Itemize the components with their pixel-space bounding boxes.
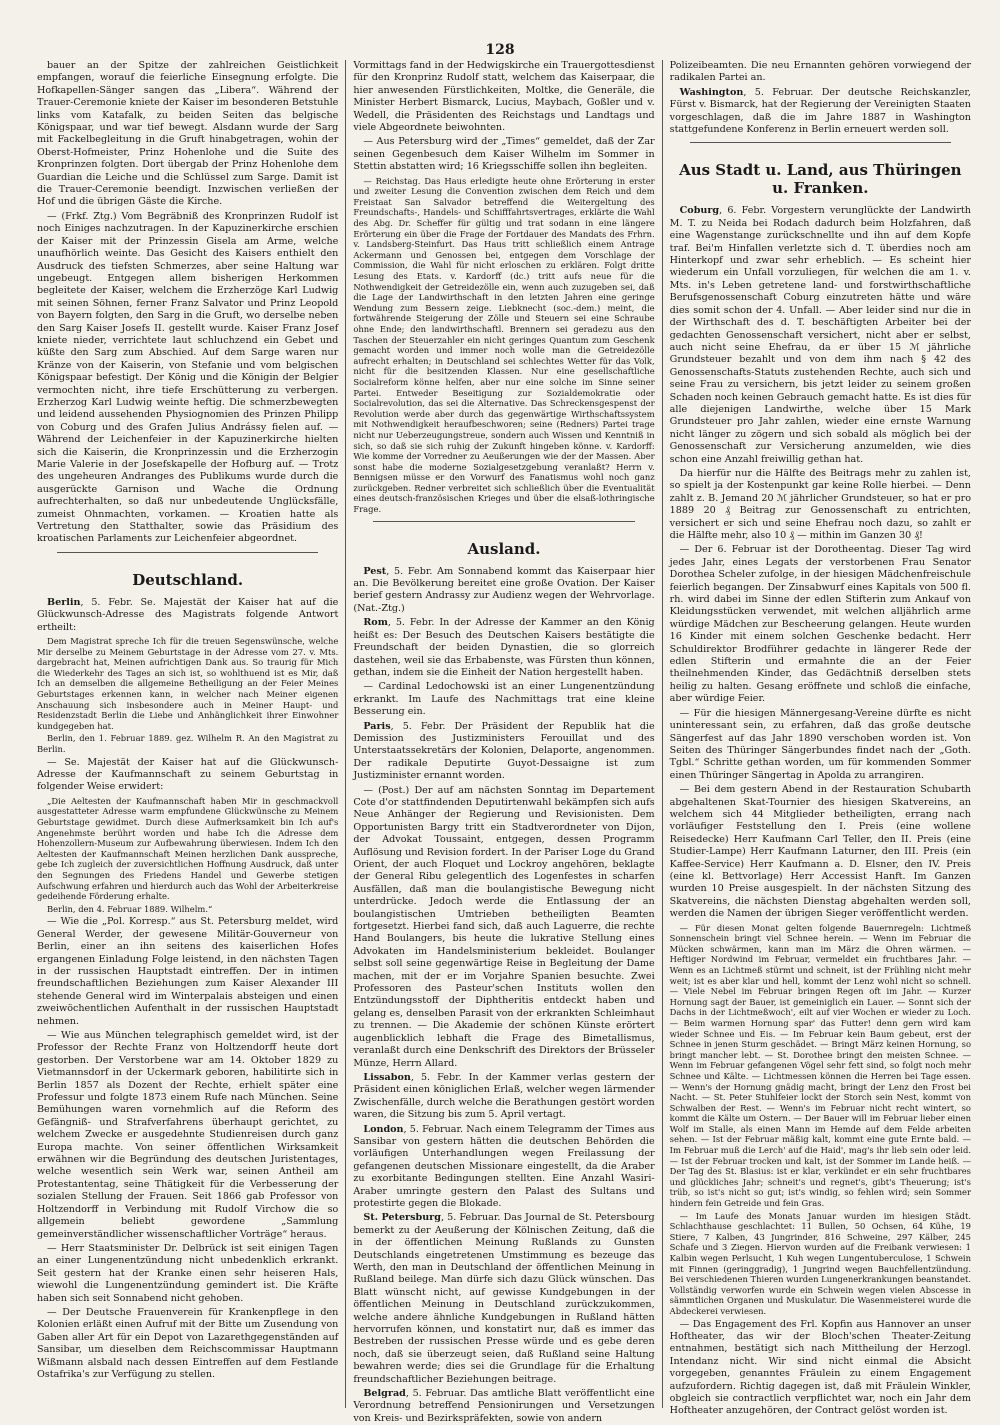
article-paragraph [670,60,971,85]
paragraph-text: , 5. Febr. Der Präsident der Republik hat die Demission des Justizministers Ferouillat und des Unterstaatssekretärs der Kolonien, Delaporte, angenommen. Der radikale Deputirte Guyot-Dessaigne ist zum Justizminister ernannt worden. [353,720,655,782]
paragraph-text: — Cardinal Ledochowski ist an einer Lungenentzündung erkrankt. Im Laufe des Nachmittags trat eine kleine Besserung ein. [353,681,655,718]
paragraph-text: — (Frkf. Ztg.) Vom Begräbniß des Kronprinzen Rudolf ist noch Einiges nachzutragen. In der Kapuzinerkirche erschien der Kaiser mit der Prinzessin Gisela am Arme, welche unaufhörlich weinte. Das Gesicht des Kaisers enthielt den Ausdruck des tiefsten Schmerzes, aber seine Haltung war ungebeugt. Entgegen allem bisherigen Herkommen begleitete der Kaiser, welchem die Erzherzöge Karl Ludwig mit seinen Söhnen, ferner Franz Salvator und Prinz Leopold von Bayern folgten, den Sarg in die Gruft, wo derselbe neben den Sarg Kaiser Josefs II. gestellt wurde. Kaiser Franz Josef kniete nieder, verrichtete laut schluchzend ein Gebet und küßte den Sarg zum Abschied. Auf dem Sarge waren nur Kränze von der Kaiserin, von Stefanie und vom belgischen Königspaar befestigt. Der König und die Königin der Belgier vermochten nicht, ihre tiefe Erschütterung zu verbergen. Erzherzog Karl Ludwig weinte heftig. Die schmerzbewegten und leidend aussehenden Physiognomien des Prinzen Philipp von Coburg und des Grafen Julius Andrássy fielen auf. — Während der Leichenfeier in der Kapuzinerkirche hielten sich die Kaiserin, die Kronprinzessin und die Erzherzogin Marie Valerie in der Josefskapelle der Hofburg auf. — Trotz des ungeheuren Andranges des Publikums wurde durch die ausgerückte Garnison und Wache die Ordnung aufrechterhalten, so daß nur unbedeutende Unglücksfälle, zumeist Ohnmachten, vorkamen. — Kroatien hatte als Vertretung den Statthalter, sowie das Präsidium des kroatischen Parlaments zur Leichenfeier abgeordnet. [37,210,339,545]
dateline: Paris [363,720,391,732]
article-paragraph [670,544,971,705]
paragraph-text: , 5. Februar. Der deutsche Reichskanzler, Fürst v. Bismarck, hat der Regierung der Vereinigten Staaten vorgeschlagen, daß die im Jahre 1887 in Washington stattgefundene Konferenz in Berlin erneuert werden soll. [669,86,971,136]
paragraph-text: , 5. Februar. Das Journal de St. Petersbourg bemerkt zu der Aeußerung der Kölnischen Zeitung, daß die in der öffentlichen Meinung Rußlands zu Gunsten Deutschlands eingetretenen Umstimmung es bezeuge das Werth, den man in Deutschland der öffentlichen Meinung in Rußland beilege. Man dürfe sich dazu Glück wünschen. Das Blatt wünscht nicht, auf gewisse Kundgebungen in der öffentlichen Meinung in Deutschland zurückzukommen, welche andere ähnliche Kundgebungen in Rußland hätten hervorrufen können, und konstatirt nur, daß es immer das Bestreben der russischen Presse würde und es gebe deren noch, daß sie überzeugt seien, daß Rußland seine Haltung bewahren werde; dies sei die Grundlage für die Erhaltung freundschaftlicher Beziehungen beitrage. [353,1212,655,1385]
article-paragraph [37,597,338,634]
section-heading: Deutschland. [132,570,244,589]
article-paragraph [37,796,338,902]
paragraph-text: Polizeibeamten. Die neu Ernannten gehören vorwiegend der radikalen Partei an. [669,60,971,84]
paragraph-text: — Herr Staatsminister Dr. Delbrück ist seit einigen Tagen an einer Lungenentzündung nicht unbedenklich erkrankt. Seit gestern hat der Kranke einen sehr heiseren Hals, wiewohl die Lungenentzündung gemindert ist. Die Kräfte haben sich seit Sonnabend nicht gehoben. [37,1242,339,1304]
article-paragraph [353,681,654,718]
paragraph-text: — Bei dem gestern Abend in der Restauration Schubarth abgehaltenen Skat-Tournier des hiesigen Skatvereins, an welchem sich 44 Mitglieder betheiligten, errang nach vorläufiger Feststellung den I. Preis (eine wollene Reisedecke) Herr Kaufmann Carl Teller, den II. Preis (eine Studier-Lampe) Herr Kaufmann Laturner, den III. Preis (ein Kaffee-Service) Herr Kaufmann a. D. Elsner, den IV. Preis (eine kl. Bettvorlage) Herr Accessist Hanft. Im Ganzen wurden 10 Preise ausgespielt. In der nächsten Sitzung des Skatvereins, die nächsten Dienstag abgehalten werden soll, werden die Namen der übrigen Sieger veröffentlicht werden. [669,784,971,920]
paragraph-text: , 5. Februar. Das amtliche Blatt veröffentlicht eine Verordnung betreffend Pensionirungen und Versetzungen von Kreis- und Bezirkspräfekten, sowie von andern [353,1388,655,1424]
column-3 [662,60,978,1417]
paragraph-text: Da hierfür nur die Hälfte des Beitrags mehr zu zahlen ist, so spielt ja der Kostenpunkt gar keine Rolle hierbei. — Denn zahlt z. B. Jemand 20 ℳ jährlicher Grundsteuer, so hat er pro 1889 20 ₰ Beitrag zur Genossenschaft zu entrichten, versichert er sich und seine Ehefrau noch dazu, so zahlt er die Hälfte mehr, also 10 ₰ — mithin im Ganzen 30 ₰! [669,467,971,541]
paragraph-text: , 5. Februar. Nach einem Telegramm der Times aus Sansibar von gestern hätten die deutschen Behörden die vorläufigen Unterhandlungen wegen Freilassung der gefangenen deutschen Missionare eingestellt, da die Araber zu exorbitante Bedingungen stellten. Eine Anzahl Wasiri-Araber umringte gestern den Palast des Sultans und protestirte gegen die Blokade. [353,1123,655,1209]
column-2 [345,60,661,1424]
paragraph-text: , 5. Febr. In der Adresse der Kammer an den König heißt es: Der Besuch des Deutschen Kaisers bestätigte die Freundschaft der beiden Dynastien, die so glorreich dastehen, weil sie das Erbabenste, was Fürsten thun können, gethan, indem sie die Einheit der Nation hergestellt haben. [353,617,655,678]
paragraph-text: Vormittags fand in der Hedwigskirche ein Trauergottesdienst für den Kronprinz Rudolf statt, welchem das Kaiserpaar, die hier anwesenden Fürstlichkeiten, Moltke, die Generäle, die Minister Herbert Bismarck, Lucius, Maybach, Goßler und v. Wedell, die Präsidenten des Reichstags und Landtags und viele Abgeordnete beiwohnten. [353,60,655,134]
paragraph-text: — (Post.) Der auf am nächsten Sonntag im Departement Cote d'or stattfindenden Deputirtenwahl bekämpfen sich aufs Neue Anhänger der Regierung und Revisionisten. Dem Opportunisten Bargy tritt ein Stadtverordneter von Dijon, der Advokat Toussaint, entgegen, dessen Programm Auflösung und Revision fordert. In der Pariser Loge du Grand Orient, der auch Floquet und Lockroy angehören, beklagte der General Ribu gelegentlich des Logenfestes in scharfen Ausfällen, daß man die boulangistische Bewegung nicht unterdrücke. Jedoch werde die Entlassung der an boulangistischen Umtrieben betheiligten Beamten fortgesetzt. Hierbei fand sich, daß auch Laguerre, die rechte Hand Boulangers, bis heute die lukrative Stellung eines Advokaten im Handelsministerium bekleidet. Boulanger selbst soll seine gegenwärtige Reise in Begleitung der Dame machen, mit der er im Vorjahre Spanien besuchte. Zwei Professoren des Pasteur'schen Instituts wollen den Entzündungsstoff der Diphtheritis entdeckt haben und gelang es, denselben Parasit von der erkrankten Schleimhaut zu trennen. — Die Akademie der schönen Künste erörtert augenblicklich lebhaft die Frage des Bimetallismus, veranlaßt durch eine Denkschrift des Direktors der Brüsseler Münze, Herrn Allard. [353,784,655,1069]
paragraph-text: — Der 6. Februar ist der Dorotheentag. Dieser Tag wird jedes Jahr, eines Legats der verstorbenen Frau Senator Dorothea Scheler zufolge, in der hiesigen Mädchenfreischule feierlich begangen. Der Zinsabwurf eines Kapitals von 500 fl. rh. wird dabei im Sinne der edlen Stifterin zum Ankauf von Kleidungsstücken verwendet, mit welchen alljährlich arme würdige Mädchen zur Bescheerung gelangen. Heute wurden 16 Kinder mit einem solchen Geschenke bedacht. Herr Schuldirektor Brodführer gedachte in längerer Rede der edlen Stifterin und ermahnte die an der Feier theilnehmenden Kinder, das Gedächtniß derselben stets heilig zu halten. Gesang eröffnete und schloß die einfache, aber würdige Feier. [669,544,971,705]
article-paragraph [37,1307,338,1381]
dateline: Washington [679,86,744,98]
article-paragraph [670,1319,971,1418]
article-paragraph [353,617,654,679]
paragraph-text: Dem Magistrat spreche Ich für die treuen Segenswünsche, welche Mir derselbe zu Meinem Geburtstage in der Adresse vom 27. v. Mts. dargebracht hat, Meinen aufrichtigen Dank aus. So traurig für Mich die Wiederkehr des Tages an sich ist, so wohlthuend ist es Mir, daß Ich an demselben die allgemeine Betheiligung an der Feier Meines Geburtstages erkennen kann, in welcher nach Meiner eigenen Anschauung sich insbesondere auch in Meiner Haupt- und Residenzstadt Berlin die Liebe und Anhänglichkeit ihrer Einwohner kundgegeben hat. [37,636,339,731]
dateline: Coburg [679,205,720,217]
article-paragraph [670,468,971,542]
section-rule [57,552,318,561]
article-paragraph [37,636,338,731]
article-paragraph [670,784,971,920]
paragraph-text: — Für die hiesigen Männergesang-Vereine dürfte es nicht uninteressant sein, zu erfahren, daß das große deutsche Sängerfest auf das Jahr 1890 verschoben worden ist. Von Seiten des Thüringer Sängerbundes findet nach der „Goth. Tgbl.“ Schritte gethan worden, um für kommenden Sommer einen Thüringer Sängertag in Apolda zu arrangiren. [669,707,971,781]
dateline: London [363,1123,404,1135]
article-paragraph [353,136,654,173]
paragraph-text: , 5. Febr. Se. Majestät der Kaiser hat auf die Glückwunsch-Adresse des Magistrats folgende Antwort ertheilt: [37,596,339,633]
section-rule [690,142,951,151]
article-paragraph [670,923,971,1209]
article-paragraph [37,1030,338,1241]
article-paragraph [37,757,338,794]
article-paragraph [37,1243,338,1305]
article-paragraph [670,708,971,782]
article-paragraph [353,1388,654,1425]
paragraph-text: , 5. Febr. Am Sonnabend kommt das Kaiserpaar hier an. Die Bevölkerung bereitet eine große Ovation. Der Kaiser berief gestern Andrassy zur Audienz wegen der Wehrvorlage. (Nat.-Ztg.) [353,565,655,614]
paragraph-text: bauer an der Spitze der zahlreichen Geistlichkeit empfangen, worauf die feierliche Einsegnung erfolgte. Die Hofkapellen-Sänger sangen das „Libera“. Während der Trauer-Ceremonie kniete der Kaiser im besonderen Betstuhle links vom Katafalk, zu beiden Seiten das belgische Königspaar, und war tief bewegt. Alsdann wurde der Sarg mit Fackelbegleitung in die Gruft hinabgetragen, wohin der Oberst-Hofmeister, Prinz Hohenlohe und die Suite des Kronprinzen folgten. Dort übergab der Prinz Hohenlohe dem Guardian die Leiche und die Schlüssel zum Sarge. Damit ist die Trauer-Ceremonie beendigt. Inzwischen verließen der Hof und die übrigen Gäste die Kirche. [37,60,339,208]
column-1 [30,60,345,1408]
paragraph-text: Berlin, den 4. Februar 1889. Wilhelm.“ [47,903,213,914]
paragraph-text: — Se. Majestät der Kaiser hat auf die Glückwunsch-Adresse der Kaufmannschaft zu seinem Geburtstag in folgender Weise erwidert: [37,756,339,793]
paragraph-text: — Aus Petersburg wird der „Times“ gemeldet, daß der Zar seinen Gegenbesuch dem Kaiser Wilhelm im Sommer in Stettin abstatten wird; 16 Kriegsschiffe sollen ihn begleiten. [353,136,655,173]
paragraph-text: — Reichstag. Das Haus erledigte heute ohne Erörterung in erster und zweiter Lesung die Convention zwischen dem Reich und dem Freistaat San Salvador betreffend die Weitergeltung des Freundschafts-, Handels- und Schifffahrtsvertrages, erklärte die Wahl des Abg. Dr. Scheffer für gültig und trat sodann in eine längere Erörterung ein über die Frage der Fortdauer des Mandats des Frhrn. v. Landsberg-Steinfurt. Das Haus tritt schließlich einem Antrage Ackermann und Genossen bei, entgegen dem Vorschlage der Commission, die Wahl für nicht erloschen zu erklären. Folgt dritte Lesung des Etats. v. Kardorff (dc.) tritt aufs neue für die Nothwendigkeit der Getreidezölle ein, wenn auch zuzugeben sei, daß die Lage der Landwirthschaft in den letzten Jahren eine geringe Wendung zum Bessern zeige. Liebknecht (soc.-dem.) meint, die fortwährende Steigerung der Zölle und Steuern sei eine Schraube ohne Ende; den landwirthschaftl. Brennern sei geradezu aus den Taschen der Steuerzahler ein nicht geringes Quantum zum Geschenk gemacht worden und immer noch wolle man die Getreidezölle aufrecht erhalten; in Deutschland sei schlechtes Wetter für das Volk, nicht für die besitzenden Klassen. Nur eine gesellschaftliche Socialreform könne helfen, aber nur eine solche im Sinne seiner Partei. Entweder Beseitigung zur Sozialdemokratie oder Socialrevolution, das sei die Alternative. Das Schreckensgespenst der Revolution werde aber durch das gegenwärtige Wirthschaftssystem mit Nothwendigkeit heraufbeschworen; seine (Redners) Partei trage nicht nur Ueberzeugungstreue, sondern auch Wissen und Kenntniß in sich, so daß sie sich ruhig der Zukunft hingeben könne. v. Kardorff: Wie komme der Vorredner zu Aeußerungen wie der der Massen. Aber sonst habe die moderne Sozialgesetzgebung veranlaßt? Herrn v. Bennigsen müsse er den Vorwurf des Fanatismus wohl noch ganz zurückgeben. Redner verbreitet sich schließlich über die Eventualität eines deutsch-französischen Krieges und über die elsaß-lothringische Frage. [353,175,655,515]
article-paragraph [353,60,654,134]
paragraph-text: — Für diesen Monat gelten folgende Bauernregeln: Lichtmeß Sonnenschein bringt viel Schnee herein. — Wenn im Februar die Mücken schwärmen, kann man im März die Ohren wärmen. — Heftiger Nordwind im Februar, vermeldet ein fruchtbares Jahr. — Wenn es an Lichtmeß stürmt und schneit, ist der Frühling nicht mehr weit; ist es aber klar und hell, kommt der Lenz wohl nicht so schnell. — Viele Nebel im Februar bringen Regen oft im Jahr. — Kurzer Hornung sagt der Bauer, ist gemeiniglich ein Lauer. — Sonnt sich der Dachs in der Lichtmeßwoch', eilt auf vier Wochen er wieder zu Loch. — Beim warmen Hornung spar' das Futter! denn gern wird kam wieder Schnee und Eis. — Im Februar kein Baum gebeut, erst der Schnee in jenen Sturm geschädet. — Bringt März keinen Hornung, so bringt mancher lebt. — St. Dorothee bringt den meisten Schnee. — Wenn im Februar gefangenen Vögel sehr fett sind, so folgt noch mehr Schnee und Kälte. — Lichtmessen können die Herren bei Tage essen. — Wenn's der Hornung gnädig macht, bringt der Lenz den Frost bei Nacht. — St. Peter Stuhlfeier lockt der Storch sein Nest, kommt von Schwalben der Rest. — Wenn's im Februar nicht recht wintert, so kommt die Kälte um Ostern. — Der Bauer will im Februar lieber einen Wolf im Stalle, als einen Mann im Hemde auf dem Felde arbeiten sehen. — Ist der Februar mäßig kalt, kommt eine gute Ernte bald. — Im Februar muß die Lerch' auf die Haid', mag's ihr lieb sein oder leid. — Ist der Februar trocken und kalt, ist der Sommer im Lande heiß. — Der Tag des St. Blasius: ist er klar, verkündet er ein sehr fruchtbares und glückliches Jahr; schneit's und regnet's, gibt's Theuerung; ist's trüb, so ist's nicht so gut; ist's windig, so fehlen wird; sein Sommer hindern fein Getreide und fein Gras. [669,922,971,1209]
paragraph-text: „Die Aeltesten der Kaufmannschaft haben Mir in geschmackvoll ausgestatteter Adresse warm empfundene Glückwünsche zu Meinem Geburtstage gewidmet. Durch diese Aufmerksamkeit bin Ich auf's Angenehmste berührt worden und habe Ich die Adresse dem Hohenzollern-Museum zur Aufbewahrung überwiesen. Indem Ich den Aeltesten der Kaufmannschaft Meinen herzlichen Dank ausspreche, gebe Ich zugleich der zuversichtlichen Hoffnung Ausdruck, daß unter den Segnungen des Friedens Handel und Gewerbe stetigen Aufschwung erfahren und hierdurch auch das Wohl der Arbeiterkreise gedeihende Förderung erhalte. [37,795,339,902]
paragraph-text: — Im Laufe des Monats Januar wurden im hiesigen Städt. Schlachthause geschlachtet: 11 Bullen, 50 Ochsen, 64 Kühe, 19 Stiere, 7 Kalben, 43 Jungrinder, 816 Schweine, 297 Kälber, 245 Schafe und 3 Ziegen. Hiervon wurden auf die Freibank verwiesen: 1 Kalbin wegen Perlsucht, 1 Kuh wegen Lungentuberculose, 1 Schwein mit Finnen (geringgradig), 1 Jungrind wegen Bauchfellentzündung. Bei verschiedenen Thieren wurden Lungenerkrankungen beanstandet. Vollständig verworfen wurde ein Schwein wegen vielen Abscesse in sämmtlichen Organen und Muskulatur. Die Wasenmeisterei wurde die Abdeckerei verwiesen. [669,1210,971,1316]
section-heading: Aus Stadt u. Land, aus Thüringen u. Franken. [679,161,962,198]
article-paragraph [37,904,338,915]
section-heading: Ausland. [467,539,541,558]
paragraph-text: Berlin, den 1. Februar 1889. gez. Wilhelm R. An den Magistrat zu Berlin. [37,733,339,754]
article-paragraph [353,785,654,1070]
article-paragraph [353,566,654,616]
paragraph-text: — Wie aus München telegraphisch gemeldet wird, ist der Professor der Rechte Franz von Holtzendorff heute dort gestorben. Der Verstorbene war am 14. Oktober 1829 zu Vietmannsdorf in der Uckermark geboren, habilitirte sich in Berlin 1857 als Dozent der Rechte, erhielt später eine Professur und folgte 1873 einem Rufe nach München. Seine Bemühungen waren vornehmlich auf die Reform des Gefängniß- und Strafverfahrens überhaupt gerichtet, zu welchem Zwecke er ausgedehnte Studienreisen durch ganz Europa machte. Von seiner öffentlichen Wirksamkeit erwähnen wir die Begründung des deutschen Juristentages, welche wesentlich sein Werk war, seinen Antheil am Protestantentag, seine Thätigkeit für die Verbesserung der sozialen Stellung der Frauen. Seit 1866 gab Professor von Holtzendorff in Verbindung mit Rudolf Virchow die so allgemein beliebt gewordene „Sammlung gemeinverständlicher wissenschaftlicher Vorträge“ heraus. [37,1030,339,1240]
columns [30,60,978,1424]
article-paragraph [37,60,338,209]
article-paragraph [670,87,971,137]
article-paragraph [37,916,338,1028]
dateline: St. Petersburg [363,1212,441,1224]
dateline: Lissabon [363,1071,411,1083]
article-paragraph [353,721,654,783]
dateline: Belgrad [363,1388,406,1400]
article-paragraph [353,1072,654,1122]
section-rule [373,521,634,530]
article-paragraph [353,1212,654,1386]
paragraph-text: , 5. Febr. In der Kammer verlas gestern der Präsident einen königlichen Erlaß, welcher wegen lärmender Zwischenfälle, durch welche die Berathungen gestört worden waren, die Sitzung bis zum 5. April vertagt. [353,1071,655,1121]
page-number: 128 [485,42,515,58]
article-paragraph [670,1211,971,1317]
paragraph-text: , 6. Febr. Vorgestern verunglückte der Landwirth M. T. zu Neida bei Rodach dadurch beim Holzfahren, daß eine Wagenstange zurückschnellte und ihn auf dem Kopfe traf. Bei'm Hinfallen verletzte sich d. T. überdies noch am Hinterkopf und zwar sehr erheblich. — Es scheint hier wiederum ein Unfall vorzuliegen, für welchen die am 1. v. Mts. in's Leben getretene land- und forstwirthschaftliche Berufsgenossenschaft Coburg einzutreten hätte und wäre dies somit schon der 4. Unfall. — Aber leider sind nur die in der Wirthschaft des d. T. beschäftigten Arbeiter bei der gedachten Genossenschaft versichert, nicht aber er selbst, auch nicht seine Ehefrau, da er über 15 ℳ jährliche Grundsteuer bezahlt und von dem ihm nach § 42 des Genossenschafts-Statuts zustehenden Rechte, auch sich und seine Frau zu versichern, bis jetzt leider zu seinem großen Schaden noch keinen Gebrauch gemacht hatte. Es ist dies für alle diejenigen Landwirthe, welche über 15 Mark Grundsteuer pro Jahr zahlen, wieder eine ernste Warnung nicht länger zu zögern und sich sobald als möglich bei der Genossenschaft zur Versicherung anzumelden, wie dies schon eine Anzahl freiwillig gethan hat. [669,205,971,465]
paragraph-text: — Der Deutsche Frauenverein für Krankenpflege in den Kolonien erläßt einen Aufruf mit der Bitte um Zusendung von Gaben aller Art für ein Depot von Lazarethgegenständen auf Sansibar, um dieselben dem Reichscommissar Hauptmann Wißmann alsbald nach dessen Eintreffen auf dem Festlande Ostafrika's zur Verfügung zu stellen. [37,1306,339,1380]
article-paragraph [670,205,971,466]
paragraph-text: — Das Engagement des Frl. Kopfin aus Hannover an unser Hoftheater, das wir der Bloch'schen Theater-Zeitung entnahmen, bestätigt sich nach Mittheilung der Herzogl. Intendanz nicht. Wir sind nicht einmal die Absicht vorgegeben, genanntes Fräulein zu einem Engagement aufzufordern. Richtig dagegen ist, daß mit Fräulein Winkler, obgleich sie contractlich verpflichtet war, noch ein Jahr dem Hoftheater anzugehören, der Contract gelöst worden ist. [669,1318,971,1417]
article-paragraph [353,1124,654,1211]
article-paragraph [353,176,654,515]
dateline: Rom [363,617,388,629]
article-paragraph [37,733,338,754]
dateline: Berlin [47,596,81,608]
paragraph-text: — Wie die „Pol. Korresp.“ aus St. Petersburg meldet, wird General Werder, der gewesene Militär-Gouverneur von Berlin, einer an ihn seitens des kaiserlichen Hofes ergangenen Einladung Folge leistend, in den nächsten Tagen in der russischen Hauptstadt eintreffen. Der in intimen freundschaftlichen Beziehungen zum Kaiser Alexander III stehende General wird im Winterpalais absteigen und einen zweiwöchentlichen Aufenthalt in der russischen Hauptstadt nehmen. [37,916,339,1027]
article-paragraph [37,211,338,546]
dateline: Pest [363,565,387,577]
